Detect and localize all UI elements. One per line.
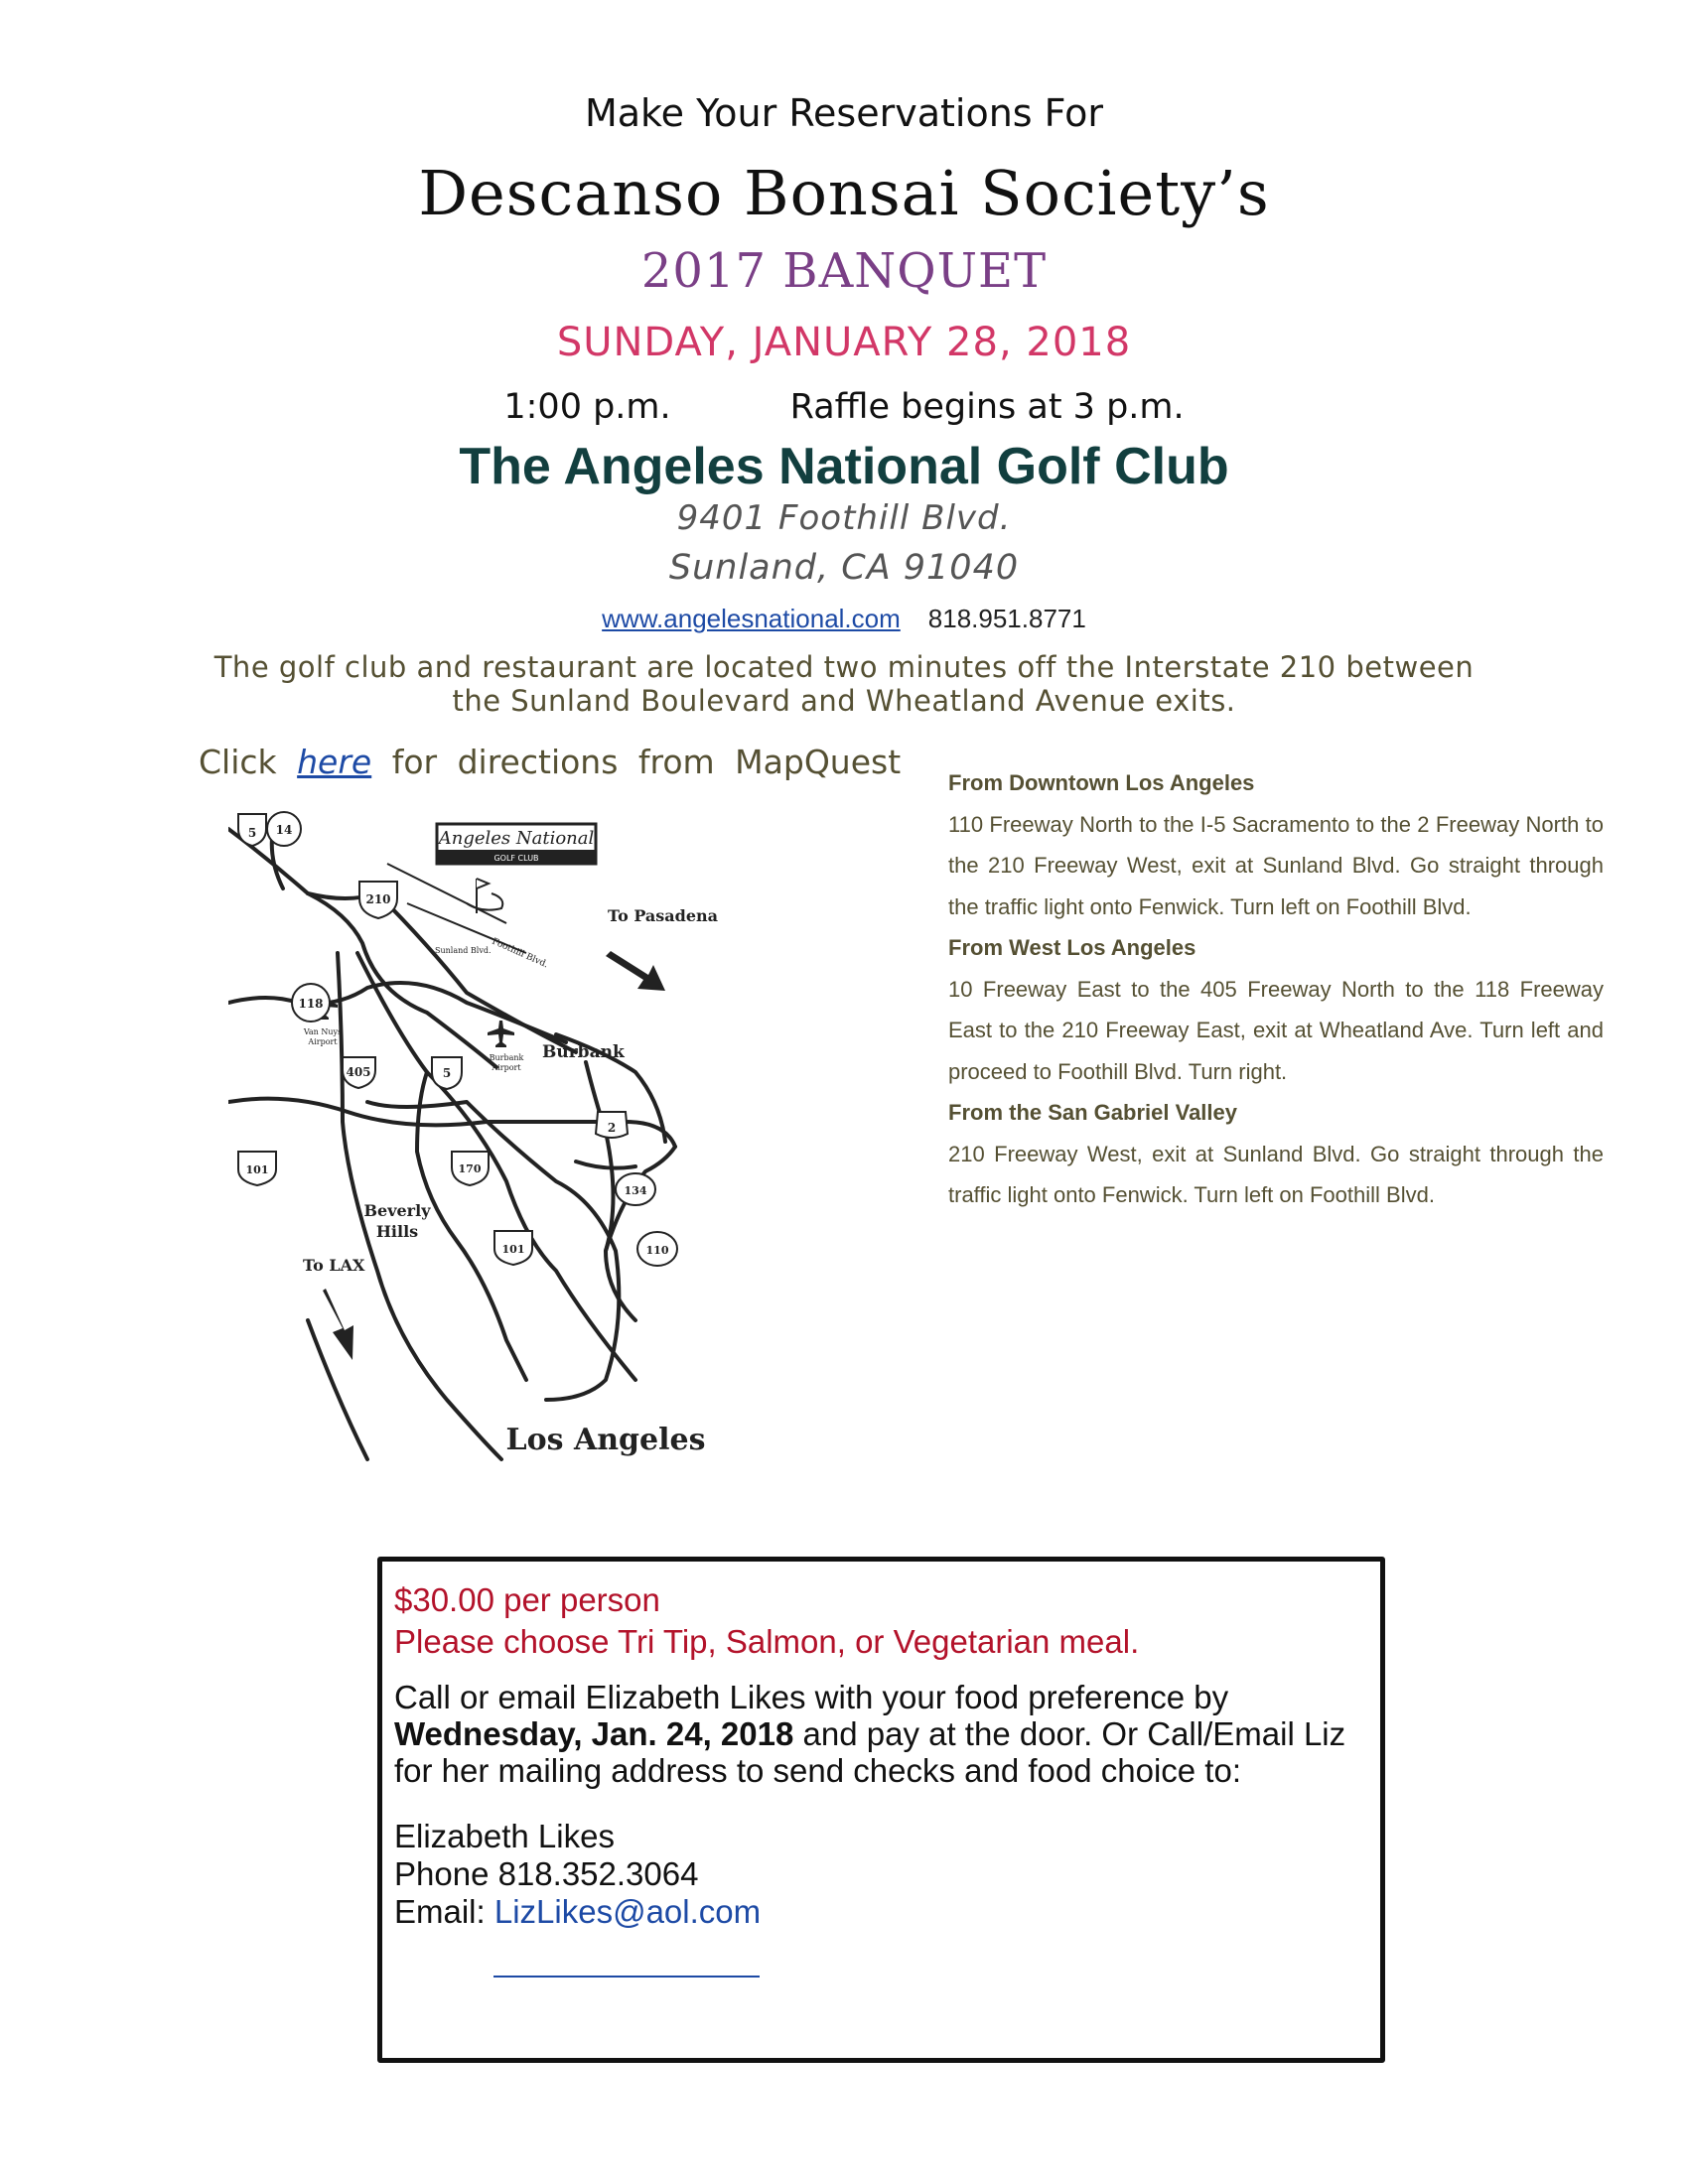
venue-name: The Angeles National Golf Club xyxy=(459,438,1229,495)
email-label: Email: xyxy=(394,1893,486,1930)
shield-170-icon xyxy=(452,1152,489,1185)
price-per-person: $30.00 per person xyxy=(394,1581,660,1618)
road-134 xyxy=(576,1161,635,1168)
shield-110-icon xyxy=(637,1232,677,1266)
rsvp-deadline: Wednesday, Jan. 24, 2018 xyxy=(394,1715,794,1752)
shield-101-west-icon xyxy=(238,1152,276,1185)
venue-contact-line xyxy=(0,604,1688,634)
los-angeles-label: Los Angeles xyxy=(505,1423,706,1457)
event-date: SUNDAY, JANUARY 28, 2018 xyxy=(556,320,1132,365)
mapquest-label: for directions from MapQuest xyxy=(391,743,902,781)
call-before: Call or email Elizabeth Likes with your food preference by xyxy=(394,1679,1229,1715)
burbank-label: Burbank xyxy=(542,1042,625,1062)
raffle-time: Raffle begins at 3 p.m. xyxy=(789,387,1185,427)
location-intro: The golf club and restaurant are located two minutes off the Interstate 210 between the Sunland Boulevard and Wheatland Avenue exits. xyxy=(213,650,1475,718)
call-instructions xyxy=(394,1679,1377,1789)
svg-text:118: 118 xyxy=(298,997,324,1011)
burbank-airport-label-2: Airport xyxy=(492,1063,521,1072)
svg-text:134: 134 xyxy=(624,1184,647,1197)
reserve-heading: Make Your Reservations For xyxy=(584,91,1104,135)
road-lax xyxy=(308,1320,367,1459)
venue-address-line2: Sunland, CA 91040 xyxy=(668,548,1020,588)
shield-5-south-icon xyxy=(432,1057,462,1089)
reservation-box xyxy=(377,1557,1385,2063)
burbank-airport-icon xyxy=(488,1021,514,1047)
venue-address-line1: 9401 Foothill Blvd. xyxy=(676,498,1012,538)
shield-405-icon xyxy=(343,1057,375,1088)
svg-text:2: 2 xyxy=(607,1121,617,1135)
meal-choice: Please choose Tri Tip, Salmon, or Vegetarian meal. xyxy=(394,1623,1140,1660)
road-170 xyxy=(417,1072,526,1380)
shield-14-icon xyxy=(267,812,301,846)
venue-phone: 818.951.8771 xyxy=(927,604,1086,633)
shield-101-south-icon xyxy=(494,1231,532,1265)
burbank-airport-label-1: Burbank xyxy=(489,1053,524,1062)
beverly-label-2: Hills xyxy=(375,1222,419,1241)
van-nuys-label-1: Van Nuys xyxy=(303,1027,343,1036)
contact-email-line xyxy=(394,1893,1377,1930)
email-underline xyxy=(493,1976,760,1978)
to-lax-label: To LAX xyxy=(303,1256,365,1275)
society-title: Descanso Bonsai Society’s xyxy=(418,157,1270,229)
direction-text: 10 Freeway East to the 405 Freeway North to the 118 Freeway East to the 210 Freeway East, exit at Wheatland Ave. Turn left and proceed to Foothill Blvd. Turn right. xyxy=(948,976,1604,1084)
to-pasadena-label: To Pasadena xyxy=(608,906,719,925)
svg-text:14: 14 xyxy=(275,823,293,837)
lax-arrow-icon xyxy=(323,1289,353,1360)
shield-134-icon xyxy=(616,1173,655,1205)
svg-text:405: 405 xyxy=(346,1065,371,1079)
time-line xyxy=(0,387,1688,427)
logo-subtitle: GOLF CLUB xyxy=(493,854,539,863)
road-118 xyxy=(228,983,566,1042)
mapquest-line xyxy=(199,743,914,781)
direction-text: 210 Freeway West, exit at Sunland Blvd. Go straight through the traffic light onto Fenwick. Turn left on Foothill Blvd. xyxy=(948,1141,1604,1207)
directions-text xyxy=(948,762,1604,1216)
contact-name: Elizabeth Likes xyxy=(394,1818,615,1854)
shield-5-north-icon xyxy=(238,814,266,846)
mapquest-link[interactable]: here xyxy=(297,743,372,781)
venue-website-link[interactable]: www.angelesnational.com xyxy=(602,604,901,633)
shield-210-icon xyxy=(359,882,397,918)
svg-text:5: 5 xyxy=(442,1066,452,1080)
logo-title: Angeles National xyxy=(438,828,595,849)
direction-heading: From the San Gabriel Valley xyxy=(948,1100,1237,1125)
call-after: and pay at the door. Or Call/Email Liz for her mailing address to send checks and food choice to: xyxy=(394,1715,1346,1789)
sunland-label: Sunland Blvd. xyxy=(435,946,492,955)
pasadena-arrow-icon xyxy=(606,951,665,991)
shield-2-icon xyxy=(596,1112,628,1138)
svg-text:170: 170 xyxy=(458,1162,482,1175)
svg-text:210: 210 xyxy=(365,892,391,906)
beverly-label-1: Beverly xyxy=(363,1201,431,1220)
directions-map xyxy=(228,804,844,1479)
foothill-label: Foothill Blvd. xyxy=(490,936,550,971)
svg-text:101: 101 xyxy=(245,1163,269,1176)
svg-text:5: 5 xyxy=(247,826,257,840)
van-nuys-label-2: Airport xyxy=(308,1037,338,1046)
click-label: Click xyxy=(199,743,277,781)
direction-heading: From West Los Angeles xyxy=(948,935,1196,960)
direction-heading: From Downtown Los Angeles xyxy=(948,770,1255,795)
road-101-south xyxy=(367,1102,619,1400)
direction-text: 110 Freeway North to the I-5 Sacramento to the 2 Freeway North to the 210 Freeway West, exit at Sunland Blvd. Go straight through the traffic light onto Fenwick. Turn left on Foothill Blvd. xyxy=(948,811,1604,919)
email-link[interactable]: LizLikes@aol.com xyxy=(493,1893,762,1930)
contact-phone: Phone 818.352.3064 xyxy=(394,1855,699,1892)
svg-text:101: 101 xyxy=(501,1243,525,1256)
banquet-title: 2017 BANQUET xyxy=(640,243,1048,299)
golf-flag-icon xyxy=(467,879,502,913)
svg-text:110: 110 xyxy=(645,1244,669,1257)
shield-118-icon xyxy=(292,984,330,1022)
start-time: 1:00 p.m. xyxy=(503,387,671,427)
